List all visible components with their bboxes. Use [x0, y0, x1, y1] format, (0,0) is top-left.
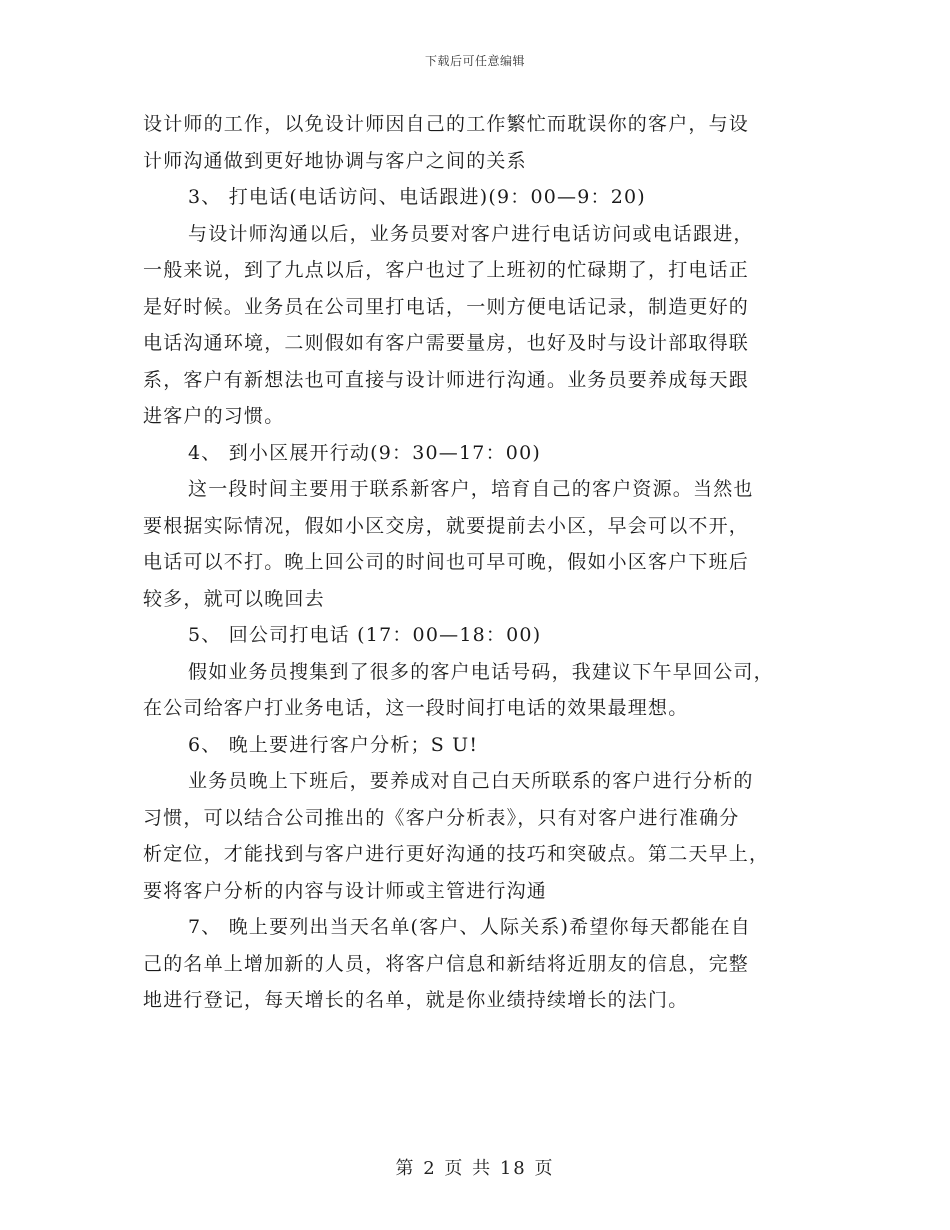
text-line: 一般来说，到了九点以后，客户也过了上班初的忙碌期了，打电话正: [143, 259, 750, 281]
text-line: 假如业务员搜集到了很多的客户电话号码，我建议下午早回公司，: [188, 660, 774, 683]
text-line: 7、 晚上要列出当天名单(客户、人际关系)希望你每天都能在自: [188, 916, 751, 938]
text-line: 计师沟通做到更好地协调与客户之间的关系: [143, 149, 527, 172]
text-line: 是好时候。业务员在公司里打电话，一则方便电话记录，制造更好的: [143, 295, 750, 318]
text-line: 要将客户分析的内容与设计师或主管进行沟通: [143, 879, 548, 902]
text-line: 5、 回公司打电话 (17：00—18：00): [188, 624, 542, 646]
text-line: 较多，就可以晚回去: [143, 587, 325, 610]
text-line: 地进行登记，每天增长的名单，就是你业绩持续增长的法门。: [143, 989, 689, 1011]
document-body: [143, 106, 803, 1019]
text-line: 与设计师沟通以后，业务员要对客户进行电话访问或电话跟进，: [188, 222, 754, 245]
text-line: 6、 晚上要进行客户分析；S U!: [188, 733, 479, 756]
text-line: 设计师的工作，以免设计师因自己的工作繁忙而耽误你的客户，与设: [143, 113, 750, 135]
text-line: 己的名单上增加新的人员，将客户信息和新结将近朋友的信息，完整: [143, 952, 750, 975]
text-line: 习惯，可以结合公司推出的《客户分析表》，只有对客户进行准确分: [143, 806, 740, 829]
text-line: 系，客户有新想法也可直接与设计师进行沟通。业务员要养成每天跟: [143, 368, 750, 391]
text-line: 业务员晚上下班后，要养成对自己白天所联系的客户进行分析的: [188, 770, 754, 792]
text-line: 电话沟通环境，二则假如有客户需要量房，也好及时与设计部取得联: [143, 332, 750, 354]
text-line: 3、 打电话(电话访问、电话跟进)(9：00—9：20): [188, 186, 646, 208]
text-line: 在公司给客户打业务电话，这一段时间打电话的效果最理想。: [143, 697, 689, 719]
text-line: 这一段时间主要用于联系新客户，培育自己的客户资源。当然也: [188, 478, 754, 500]
text-line: 要根据实际情况，假如小区交房，就要提前去小区，早会可以不开，: [143, 514, 750, 537]
page-number-footer: 第 2 页 共 18 页: [395, 1158, 555, 1179]
text-line: 进客户的习惯。: [143, 405, 285, 427]
text-line: 4、 到小区展开行动(9：30—17：00): [188, 441, 541, 464]
text-line: 电话可以不打。晚上回公司的时间也可早可晚，假如小区客户下班后: [143, 551, 750, 573]
page-header: 下载后可任意编辑: [424, 54, 525, 68]
text-line: 析定位，才能找到与客户进行更好沟通的技巧和突破点。第二天早上，: [143, 843, 770, 865]
